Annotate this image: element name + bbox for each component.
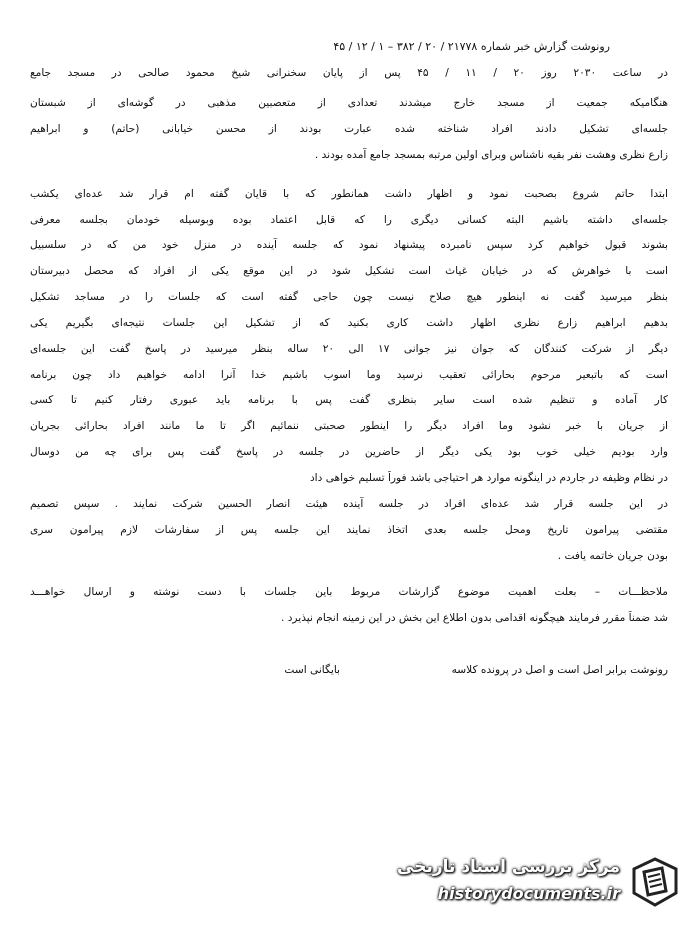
body-line: هنگامیکه جمعیت از مسجد خارج میشدند تعدادی از متعصبین مذهبی در گوشه‌ای از شبستان: [30, 97, 668, 109]
archive-note: بایگانی است: [284, 664, 340, 676]
body-line: در این جلسه قرار شد عده‌ای افراد در جلسه آینده هیئت انصار الحسین شرکت نمایند . سپس تصمیم: [30, 498, 668, 510]
body-line: بدهیم ابراهیم زارع نظری اظهار داشت کاری بکنید که از تشکیل این جلسات نتیجه‌ای بگیریم یکی: [30, 317, 668, 329]
body-line: است با خواهرش که در خیابان غیاث است تشکیل شود در این موقع یکی از افراد که محصل دبیرستان: [30, 265, 668, 277]
body-line: مقتضی پیرامون تاریخ ومحل جلسه بعدی اتخاذ نمایند این جلسه پس از سفارشات لازم پیرامون سری: [30, 524, 668, 536]
body-line: است که باتبعیر مرحوم بحارائی تعقیب نرسید وما اسوب باشیم خدا آنرا ادامه خواهیم داد چون برنامه: [30, 369, 668, 381]
remarks-line: ملاحظـــات – بعلت اهمیت موضوع گزارشات مربوط باین جلسات با دست نوشته و ارسال خواهـــد: [30, 586, 668, 598]
body-line: دیگر از شرکت کنندگان که جوان نیز جوانی ۱۷ الی ۲۰ ساله بنظر میرسید در پاسخ گفت این جلسه‌ای: [30, 343, 668, 355]
body-line: ابتدا حاتم شروع بصحبت نمود و اظهار داشت همانطور که با قایان گفته ام قرار شد عده‌ای یکشب: [30, 188, 668, 200]
watermark-url: historydocuments.ir: [437, 884, 620, 903]
body-line: در نظام وظیفه در جاردم در اینگونه موارد هر احتیاجی باشد فوراً تسلیم خواهی داد: [309, 472, 668, 484]
body-line: زارع نظری وهشت نفر بقیه ناشناس وبرای اولین مرتبه بمسجد جامع آمده بودند .: [314, 149, 668, 161]
watermark-title: مرکز بررسی اسناد تاریخی: [397, 857, 620, 877]
body-line: بشوند قبول خواهیم کرد سپس نامبرده پیشنهاد نمود که جلسه آینده در منزل خود من که در سلسبیل: [30, 239, 668, 251]
archive-logo-icon: [628, 855, 682, 909]
body-line: جلسه‌ای تشکیل دادند افراد شناخته شده عبارت بودند از محسن خیابانی (حاتم) و ابراهیم: [30, 123, 668, 135]
body-line: کار آماده و تنظیم شده است سایر بنظری گفت پس با برنامه باید عبوری رفتار کنیم تا کسی: [30, 394, 668, 406]
body-line: بنظر میرسید گفت نه اینطور هیچ صلاح نیست چون حاجی گفته است که جلسات را در مساجد تشکیل: [30, 291, 668, 303]
body-line: از جریان با خبر نشود وما افراد دیگر را اینطور صحبتی ننمائیم اگر تا ما مانند افراد بحارائی بجریان: [30, 420, 668, 432]
closing-statement: رونوشت برابر اصل است و اصل در پرونده کلاسه: [451, 664, 668, 676]
body-line: وارد بودیم خیلی خوب بود یکی دیگر از حاضرین در جلسه در پاسخ گفت پس برای چه من دوسال: [30, 446, 668, 458]
body-line: جلسه‌ای داشته باشیم البته کسانی دیگری را که قابل اعتماد بوده وبوسیله خودمان بجلسه معرفی: [30, 214, 668, 226]
report-header: رونوشت گزارش خبر شماره ۲۱۷۷۸ / ۲۰ / ۳۸۲ – ۱ / ۱۲ / ۴۵: [333, 40, 610, 53]
remarks-line: شد ضمناً مقرر فرمایند هیچگونه اقدامی بدون اطلاع این بخش در این زمینه انجام نپذیرد .: [280, 612, 668, 624]
body-line: بودن جریان خاتمه یافت .: [557, 550, 668, 562]
body-line: در ساعت ۲۰۳۰ روز ۲۰ / ۱۱ / ۴۵ پس از پایان سخنرانی شیخ محمود صالحی در مسجد جامع: [30, 67, 668, 79]
watermark: [392, 851, 682, 911]
